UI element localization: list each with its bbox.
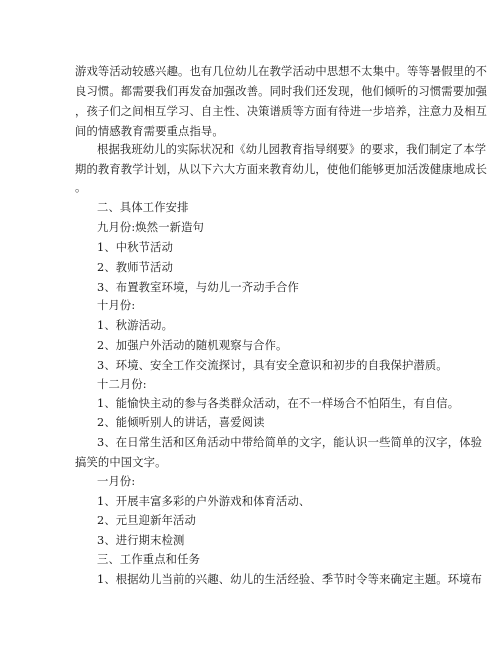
- list-item: 3、布置教室环境，与幼儿一齐动手合作: [97, 281, 299, 294]
- paragraph-line: 间的情感教育需要重点指导。: [75, 125, 224, 138]
- paragraph-line: 良习惯。都需要我们再发奋加强改善。同时我们还发现，他们倾听的习惯需要加强: [75, 85, 488, 98]
- list-item: 1、能愉快主动的参与各类群众活动，在不一样场合不怕陌生，有自信。: [97, 397, 460, 410]
- list-item: 2、加强户外活动的随机观察与合作。: [97, 339, 288, 352]
- paragraph-line: 。: [75, 181, 87, 194]
- month-heading: 十月份:: [97, 299, 136, 312]
- month-heading: 一月份:: [97, 475, 136, 488]
- paragraph-line: ，孩子们之间相互学习、自主性、决策谱质等方面有待进一步培养，注意力及相互: [75, 105, 488, 118]
- month-heading: 十二月份:: [97, 378, 147, 391]
- list-item: 3、环境、安全工作交流探讨，具有安全意识和初步的自我保护潜质。: [97, 359, 448, 372]
- paragraph-line: 期的教育教学计划，从以下六大方面来教育幼儿，使他们能够更加活泼健康地成长: [75, 163, 488, 176]
- month-heading: 九月份:焕然一新造句: [97, 221, 204, 234]
- paragraph-line: 游戏等活动较感兴趣。也有几位幼儿在教学活动中思想不太集中。等等暑假里的不: [75, 65, 488, 78]
- list-item: 1、中秋节活动: [97, 241, 174, 254]
- section-heading: 三、工作重点和任务: [97, 553, 201, 566]
- list-item: 1、开展丰富多彩的户外游戏和体育活动、: [97, 495, 311, 508]
- list-item: 3、在日常生活和区角活动中带给简单的文字，能认识一些简单的汉字，体验: [97, 436, 483, 449]
- list-item-continuation: 搞笑的中国文字。: [75, 456, 167, 469]
- list-item: 2、元旦迎新年活动: [97, 514, 196, 527]
- section-heading: 二、具体工作安排: [97, 201, 189, 214]
- list-item: 2、教师节活动: [97, 261, 174, 274]
- list-item: 1、根据幼儿当前的兴趣、幼儿的生活经验、季节时令等来确定主题。环境布: [97, 573, 483, 586]
- list-item: 2、能倾听别人的讲话，喜爱阅读: [97, 416, 265, 429]
- paragraph-line: 根据我班幼儿的实际状况和《幼儿园教育指导纲要》的要求，我们制定了本学: [97, 143, 487, 156]
- list-item: 3、进行期末检测: [97, 534, 185, 547]
- list-item: 1、秋游活动。: [97, 319, 174, 332]
